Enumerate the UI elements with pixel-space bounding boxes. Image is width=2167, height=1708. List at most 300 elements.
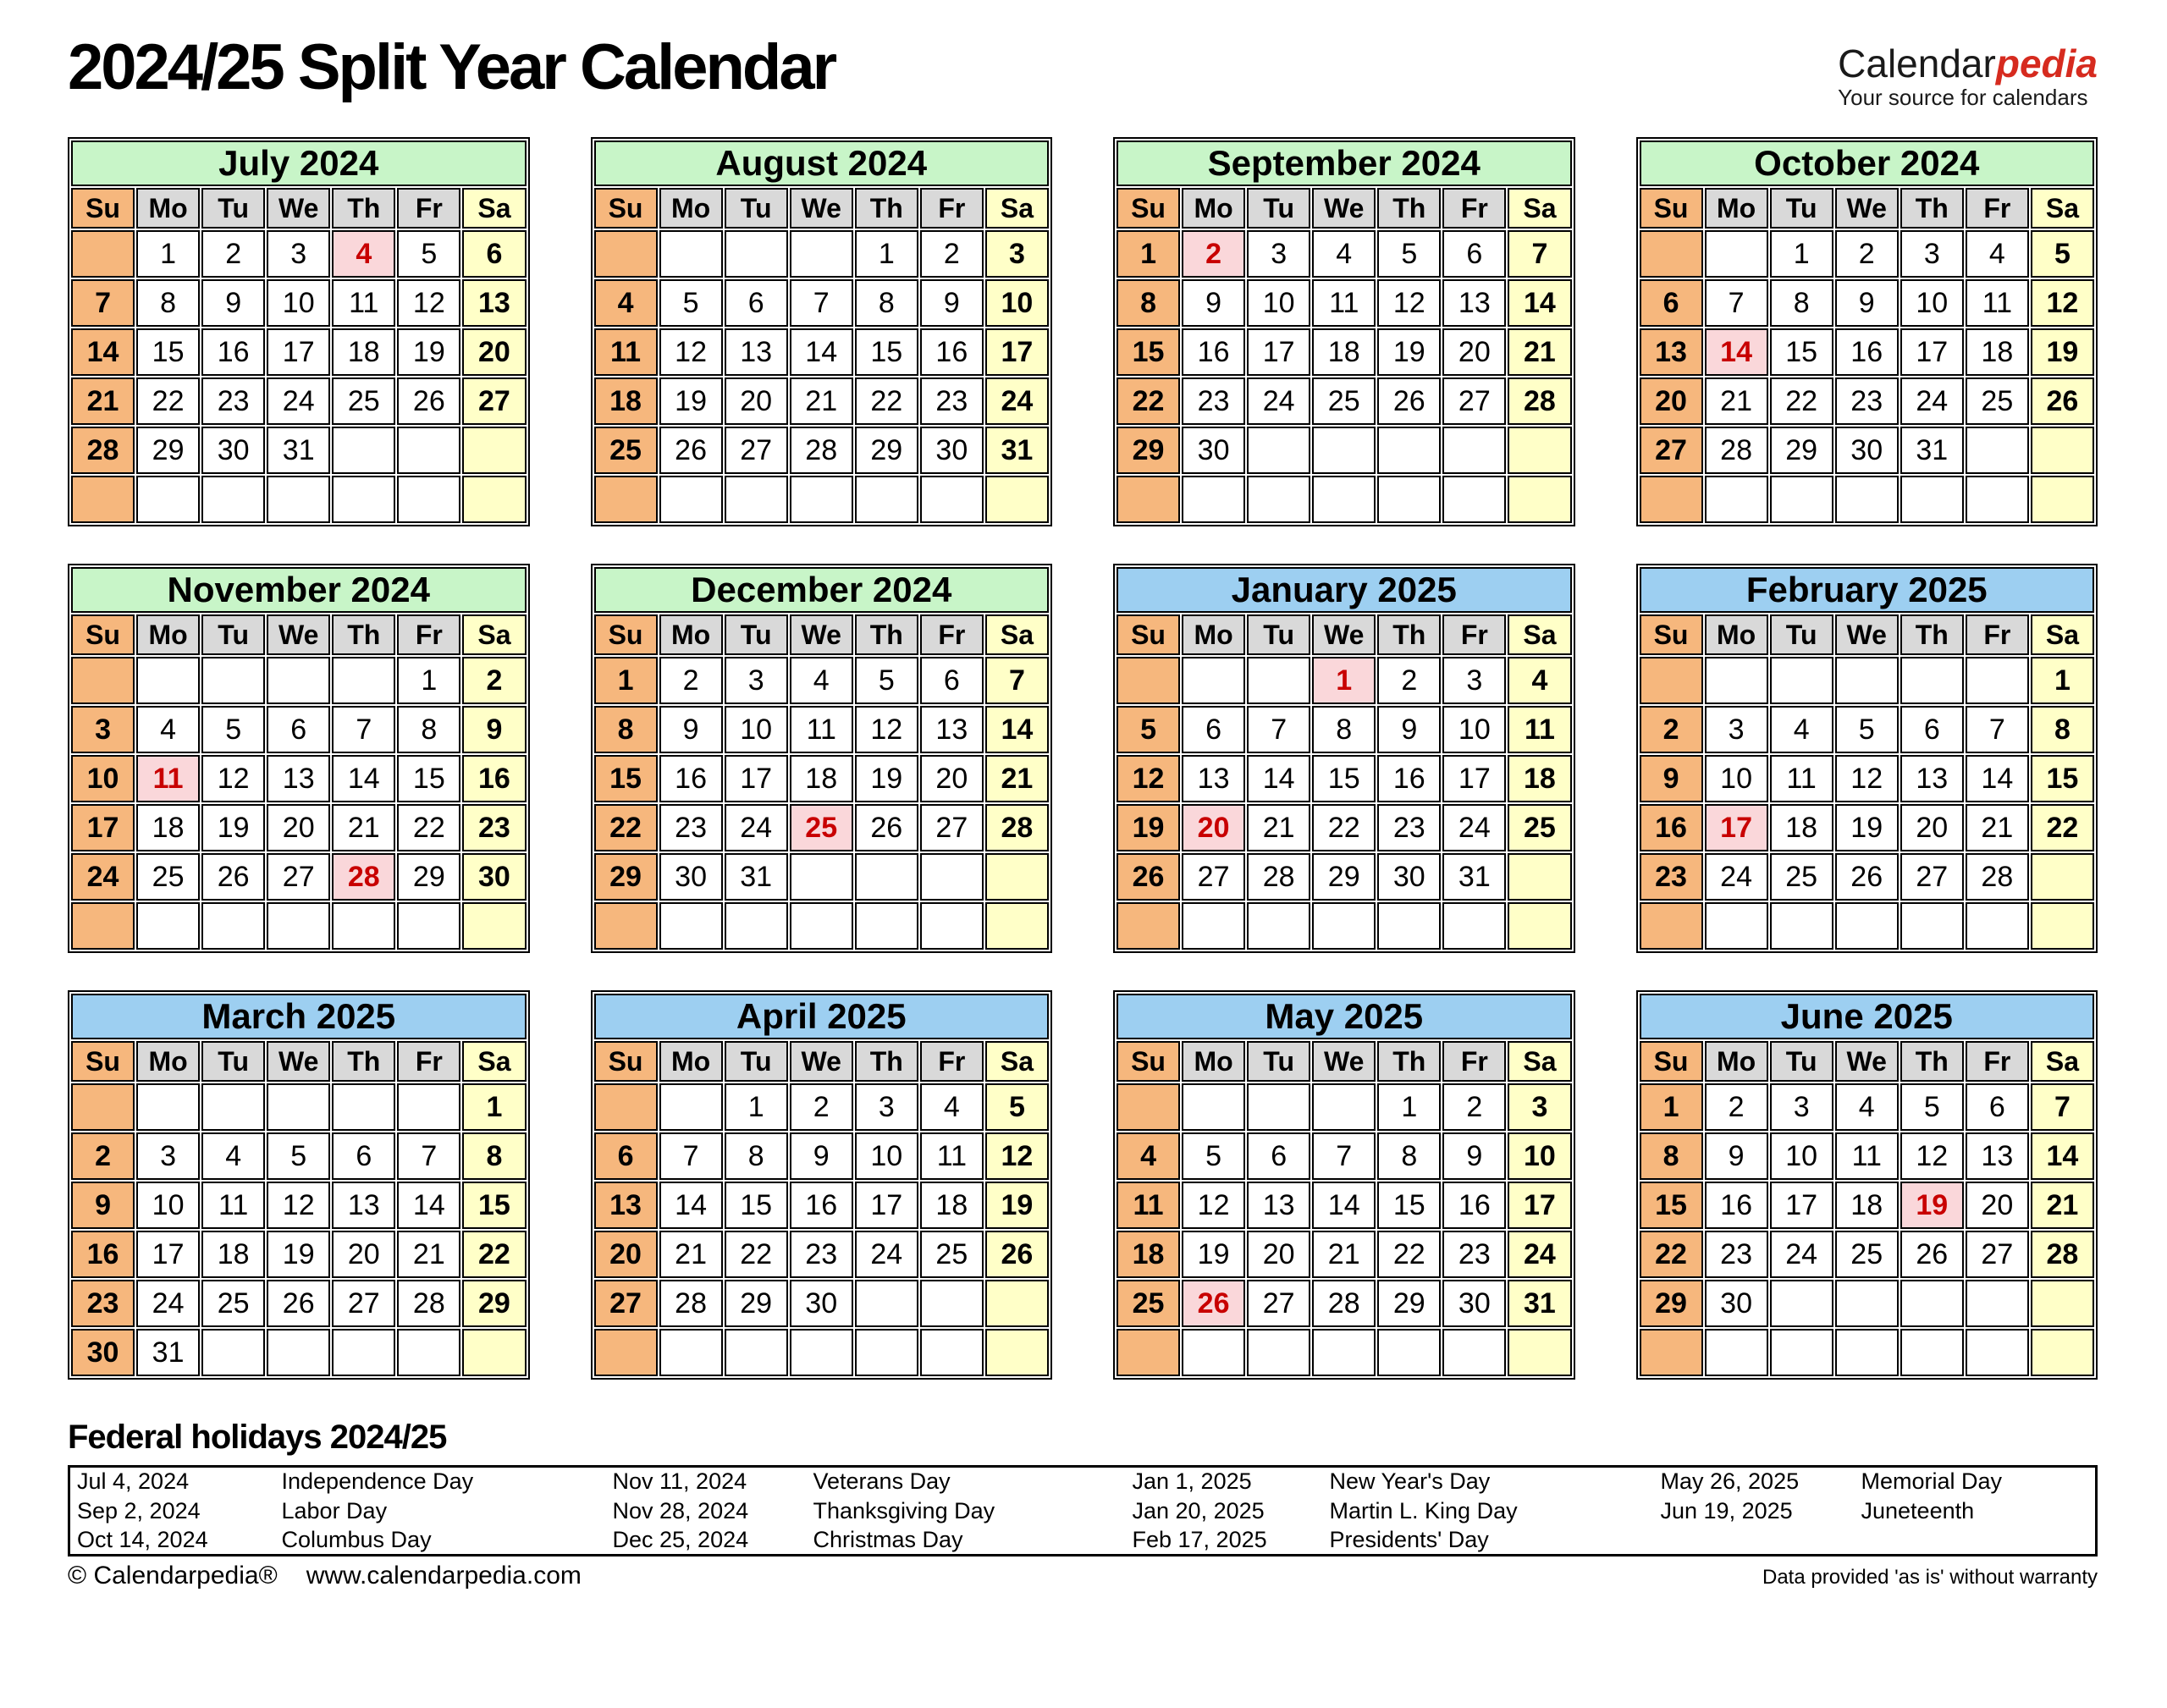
empty-day-cell [462,427,526,474]
day-cell: 20 [1182,804,1245,851]
month-december-2024 [591,564,1053,953]
day-cell: 19 [1835,804,1899,851]
day-cell: 8 [1117,279,1180,327]
day-name-tu: Tu [201,614,265,655]
day-cell: 13 [1966,1132,2029,1180]
day-cell: 3 [1442,657,1506,704]
day-cell: 2 [790,1083,853,1131]
day-name-sa: Sa [1508,614,1571,655]
day-name-fr: Fr [1442,188,1506,229]
month-february-2025 [1636,564,2098,953]
day-cell: 12 [267,1182,330,1229]
day-name-th: Th [855,188,918,229]
day-cell: 15 [1312,755,1376,802]
empty-day-cell [1900,1280,1964,1327]
page-footer [68,1562,2098,1590]
day-cell: 22 [1640,1231,1703,1278]
day-cell: 12 [1182,1182,1245,1229]
holiday-date: Feb 17, 2025 [1132,1526,1267,1552]
empty-day-cell [1640,476,1703,523]
day-cell: 20 [462,328,526,376]
day-name-th: Th [855,1041,918,1082]
day-cell: 2 [1835,230,1899,278]
empty-day-cell [1705,657,1768,704]
day-cell: 10 [855,1132,918,1180]
day-cell: 6 [267,706,330,753]
empty-day-cell [1770,1329,1833,1376]
day-name-su: Su [1640,1041,1703,1082]
empty-day-cell [1442,902,1506,950]
day-cell: 16 [790,1182,853,1229]
day-cell: 27 [1966,1231,2029,1278]
day-name-tu: Tu [1770,614,1833,655]
empty-day-cell [462,902,526,950]
day-cell: 3 [985,230,1049,278]
day-cell: 11 [1312,279,1376,327]
day-cell: 21 [397,1231,460,1278]
day-cell: 27 [1900,853,1964,901]
day-name-su: Su [594,188,658,229]
holiday-name: Labor Day [281,1497,388,1523]
empty-day-cell [1247,902,1310,950]
day-cell: 6 [1640,279,1703,327]
empty-day-cell [1377,1329,1441,1376]
day-cell: 3 [1770,1083,1833,1131]
day-cell: 20 [1247,1231,1310,1278]
day-cell: 10 [1508,1132,1571,1180]
day-cell: 6 [1182,706,1245,753]
day-cell: 26 [985,1231,1049,1278]
day-name-tu: Tu [1247,614,1310,655]
day-name-we: We [1835,188,1899,229]
day-cell: 27 [594,1280,658,1327]
day-name-th: Th [1900,188,1964,229]
month-title: September 2024 [1117,140,1572,186]
day-cell: 6 [1900,706,1964,753]
day-cell: 11 [332,279,395,327]
empty-day-cell [594,1083,658,1131]
month-title: May 2025 [1117,994,1572,1039]
empty-day-cell [594,902,658,950]
day-cell: 23 [1377,804,1441,851]
empty-day-cell [790,1329,853,1376]
day-cell: 16 [1377,755,1441,802]
day-cell: 15 [1640,1182,1703,1229]
day-cell: 9 [1182,279,1245,327]
holiday-date: Dec 25, 2024 [612,1526,749,1552]
day-name-tu: Tu [725,614,788,655]
day-cell: 23 [201,377,265,425]
day-cell: 28 [985,804,1049,851]
day-name-sa: Sa [462,1041,526,1082]
day-cell: 21 [1312,1231,1376,1278]
day-cell: 3 [1705,706,1768,753]
empty-day-cell [1705,230,1768,278]
day-cell: 28 [332,853,395,901]
day-cell: 2 [462,657,526,704]
empty-day-cell [1966,1280,2029,1327]
day-cell: 6 [462,230,526,278]
empty-day-cell [201,1083,265,1131]
day-cell: 16 [659,755,723,802]
day-name-fr: Fr [397,1041,460,1082]
day-name-we: We [790,614,853,655]
day-cell: 11 [1835,1132,1899,1180]
day-cell: 21 [659,1231,723,1278]
day-cell: 9 [920,279,984,327]
day-name-su: Su [71,1041,135,1082]
calendarpedia-link[interactable]: www.calendarpedia.com [306,1562,582,1590]
day-cell: 3 [71,706,135,753]
empty-day-cell [1966,657,2029,704]
day-cell: 24 [985,377,1049,425]
day-cell: 28 [790,427,853,474]
day-cell: 22 [1377,1231,1441,1278]
day-cell: 10 [1705,755,1768,802]
empty-day-cell [855,853,918,901]
day-name-fr: Fr [920,614,984,655]
day-name-th: Th [332,188,395,229]
holiday-date: Jun 19, 2025 [1660,1497,1793,1523]
day-cell: 24 [1900,377,1964,425]
day-cell: 8 [2031,706,2094,753]
day-cell: 27 [1182,853,1245,901]
day-cell: 9 [1705,1132,1768,1180]
day-cell: 14 [397,1182,460,1229]
day-cell: 16 [462,755,526,802]
empty-day-cell [1247,427,1310,474]
day-cell: 19 [1182,1231,1245,1278]
day-cell: 13 [332,1182,395,1229]
month-title: November 2024 [71,567,527,613]
empty-day-cell [1182,476,1245,523]
holiday-name: Presidents' Day [1329,1526,1489,1552]
day-cell: 17 [267,328,330,376]
day-name-we: We [267,1041,330,1082]
empty-day-cell [1640,1329,1703,1376]
day-cell: 15 [594,755,658,802]
day-name-fr: Fr [1442,614,1506,655]
day-cell: 29 [397,853,460,901]
day-cell: 17 [1770,1182,1833,1229]
day-cell: 19 [201,804,265,851]
day-cell: 29 [594,853,658,901]
day-cell: 29 [136,427,200,474]
day-cell: 24 [1770,1231,1833,1278]
month-january-2025 [1113,564,1575,953]
empty-day-cell [920,1329,984,1376]
day-name-th: Th [1377,1041,1441,1082]
holiday-date [1654,1526,1855,1556]
empty-day-cell [1900,902,1964,950]
holiday-date: Sep 2, 2024 [77,1497,201,1523]
day-cell: 19 [267,1231,330,1278]
day-name-tu: Tu [201,1041,265,1082]
day-cell: 7 [1705,279,1768,327]
empty-day-cell [1900,476,1964,523]
month-title: October 2024 [1640,140,2095,186]
day-cell: 26 [1182,1280,1245,1327]
day-cell: 2 [71,1132,135,1180]
day-cell: 15 [725,1182,788,1229]
day-cell: 7 [1508,230,1571,278]
empty-day-cell [1640,230,1703,278]
day-cell: 12 [201,755,265,802]
day-cell: 10 [136,1182,200,1229]
day-cell: 14 [1966,755,2029,802]
day-cell: 21 [2031,1182,2094,1229]
day-cell: 9 [462,706,526,753]
day-cell: 25 [136,853,200,901]
holiday-name: New Year's Day [1329,1468,1491,1495]
empty-day-cell [397,427,460,474]
empty-day-cell [1966,1329,2029,1376]
day-name-th: Th [1900,614,1964,655]
day-cell: 30 [1377,853,1441,901]
day-name-sa: Sa [462,614,526,655]
day-cell: 18 [332,328,395,376]
day-cell: 19 [2031,328,2094,376]
day-cell: 28 [1508,377,1571,425]
day-cell: 29 [462,1280,526,1327]
day-cell: 5 [1117,706,1180,753]
day-cell: 11 [594,328,658,376]
day-cell: 22 [462,1231,526,1278]
day-cell: 14 [659,1182,723,1229]
day-cell: 8 [855,279,918,327]
empty-day-cell [659,902,723,950]
day-cell: 1 [1640,1083,1703,1131]
day-cell: 30 [1835,427,1899,474]
day-cell: 25 [1117,1280,1180,1327]
day-name-fr: Fr [397,614,460,655]
day-cell: 3 [855,1083,918,1131]
logo-wordmark [1838,41,2098,85]
day-cell: 11 [201,1182,265,1229]
day-cell: 13 [1247,1182,1310,1229]
day-cell: 1 [855,230,918,278]
empty-day-cell [1377,902,1441,950]
day-cell: 27 [920,804,984,851]
day-cell: 10 [985,279,1049,327]
day-name-we: We [1835,1041,1899,1082]
holiday-date: Oct 14, 2024 [77,1526,208,1552]
day-cell: 23 [1705,1231,1768,1278]
day-cell: 16 [201,328,265,376]
day-cell: 26 [1835,853,1899,901]
day-cell: 10 [1442,706,1506,753]
day-cell: 10 [71,755,135,802]
empty-day-cell [855,476,918,523]
day-name-fr: Fr [1966,1041,2029,1082]
day-cell: 25 [790,804,853,851]
day-cell: 1 [1312,657,1376,704]
day-name-mo: Mo [659,188,723,229]
day-cell: 25 [1508,804,1571,851]
day-name-su: Su [1117,188,1180,229]
day-cell: 14 [332,755,395,802]
day-cell: 5 [659,279,723,327]
empty-day-cell [1705,476,1768,523]
empty-day-cell [1640,902,1703,950]
day-name-mo: Mo [1705,614,1768,655]
month-july-2024 [68,137,530,526]
empty-day-cell [2031,427,2094,474]
empty-day-cell [659,230,723,278]
day-cell: 9 [1640,755,1703,802]
day-cell: 6 [1966,1083,2029,1131]
day-cell: 14 [1247,755,1310,802]
empty-day-cell [71,1083,135,1131]
day-name-sa: Sa [985,614,1049,655]
day-cell: 6 [1247,1132,1310,1180]
calendarpedia-logo [1838,32,2098,111]
day-name-tu: Tu [1247,188,1310,229]
day-cell: 12 [1835,755,1899,802]
empty-day-cell [1312,1083,1376,1131]
day-cell: 12 [2031,279,2094,327]
day-name-tu: Tu [1770,188,1833,229]
day-cell: 16 [1640,804,1703,851]
day-cell: 28 [71,427,135,474]
day-cell: 28 [659,1280,723,1327]
day-cell: 3 [1508,1083,1571,1131]
day-cell: 4 [136,706,200,753]
day-cell: 20 [267,804,330,851]
day-cell: 18 [1508,755,1571,802]
month-title: July 2024 [71,140,527,186]
empty-day-cell [1247,476,1310,523]
month-september-2024 [1113,137,1575,526]
empty-day-cell [920,1280,984,1327]
empty-day-cell [1508,1329,1571,1376]
day-cell: 25 [1312,377,1376,425]
day-cell: 16 [1705,1182,1768,1229]
empty-day-cell [397,1329,460,1376]
day-cell: 20 [1900,804,1964,851]
day-cell: 11 [1966,279,2029,327]
day-name-mo: Mo [136,188,200,229]
day-cell: 24 [267,377,330,425]
day-cell: 15 [136,328,200,376]
day-cell: 20 [1640,377,1703,425]
empty-day-cell [985,902,1049,950]
day-cell: 4 [1117,1132,1180,1180]
day-cell: 10 [1900,279,1964,327]
day-name-su: Su [594,614,658,655]
day-cell: 3 [725,657,788,704]
day-cell: 15 [1770,328,1833,376]
day-cell: 1 [1770,230,1833,278]
day-cell: 3 [136,1132,200,1180]
empty-day-cell [920,476,984,523]
day-cell: 19 [397,328,460,376]
holiday-name: Memorial Day [1861,1468,2003,1495]
empty-day-cell [332,657,395,704]
day-name-fr: Fr [1966,188,2029,229]
day-cell: 30 [462,853,526,901]
day-cell: 24 [1705,853,1768,901]
day-cell: 7 [397,1132,460,1180]
empty-day-cell [985,1329,1049,1376]
empty-day-cell [1182,1083,1245,1131]
holiday-date: Jan 20, 2025 [1132,1497,1265,1523]
day-cell: 15 [462,1182,526,1229]
day-cell: 20 [332,1231,395,1278]
day-cell: 9 [1442,1132,1506,1180]
day-cell: 7 [1247,706,1310,753]
day-cell: 17 [136,1231,200,1278]
day-cell: 20 [1966,1182,2029,1229]
day-cell: 30 [71,1329,135,1376]
day-cell: 24 [71,853,135,901]
day-cell: 21 [985,755,1049,802]
federal-holidays-heading: Federal holidays 2024/25 [68,1419,447,1456]
day-name-su: Su [594,1041,658,1082]
day-cell: 1 [594,657,658,704]
holiday-name [1855,1526,2097,1556]
day-cell: 27 [1640,427,1703,474]
day-cell: 21 [1508,328,1571,376]
day-cell: 1 [1377,1083,1441,1131]
day-cell: 7 [659,1132,723,1180]
day-name-we: We [1835,614,1899,655]
day-cell: 17 [1247,328,1310,376]
day-cell: 7 [985,657,1049,704]
day-cell: 16 [71,1231,135,1278]
day-cell: 12 [1900,1132,1964,1180]
day-cell: 25 [332,377,395,425]
day-cell: 15 [397,755,460,802]
day-name-tu: Tu [1247,1041,1310,1082]
holiday-date: Nov 28, 2024 [612,1497,749,1523]
day-cell: 5 [1835,706,1899,753]
day-cell: 13 [462,279,526,327]
empty-day-cell [1117,1083,1180,1131]
day-cell: 30 [790,1280,853,1327]
day-name-we: We [267,188,330,229]
day-cell: 7 [2031,1083,2094,1131]
day-cell: 22 [2031,804,2094,851]
day-cell: 2 [1182,230,1245,278]
empty-day-cell [1835,476,1899,523]
day-cell: 24 [725,804,788,851]
day-cell: 11 [790,706,853,753]
day-cell: 8 [462,1132,526,1180]
day-cell: 4 [920,1083,984,1131]
day-cell: 5 [1377,230,1441,278]
empty-day-cell [1182,1329,1245,1376]
day-cell: 2 [1640,706,1703,753]
day-cell: 22 [725,1231,788,1278]
empty-day-cell [725,230,788,278]
day-cell: 1 [462,1083,526,1131]
day-cell: 21 [1247,804,1310,851]
day-cell: 19 [855,755,918,802]
empty-day-cell [267,902,330,950]
day-cell: 29 [1640,1280,1703,1327]
day-cell: 27 [725,427,788,474]
day-cell: 4 [201,1132,265,1180]
day-cell: 29 [1312,853,1376,901]
page-title: 2024/25 Split Year Calendar [68,31,835,103]
empty-day-cell [1966,427,2029,474]
empty-day-cell [985,1280,1049,1327]
day-cell: 2 [201,230,265,278]
day-cell: 3 [1247,230,1310,278]
day-cell: 15 [855,328,918,376]
empty-day-cell [659,1329,723,1376]
